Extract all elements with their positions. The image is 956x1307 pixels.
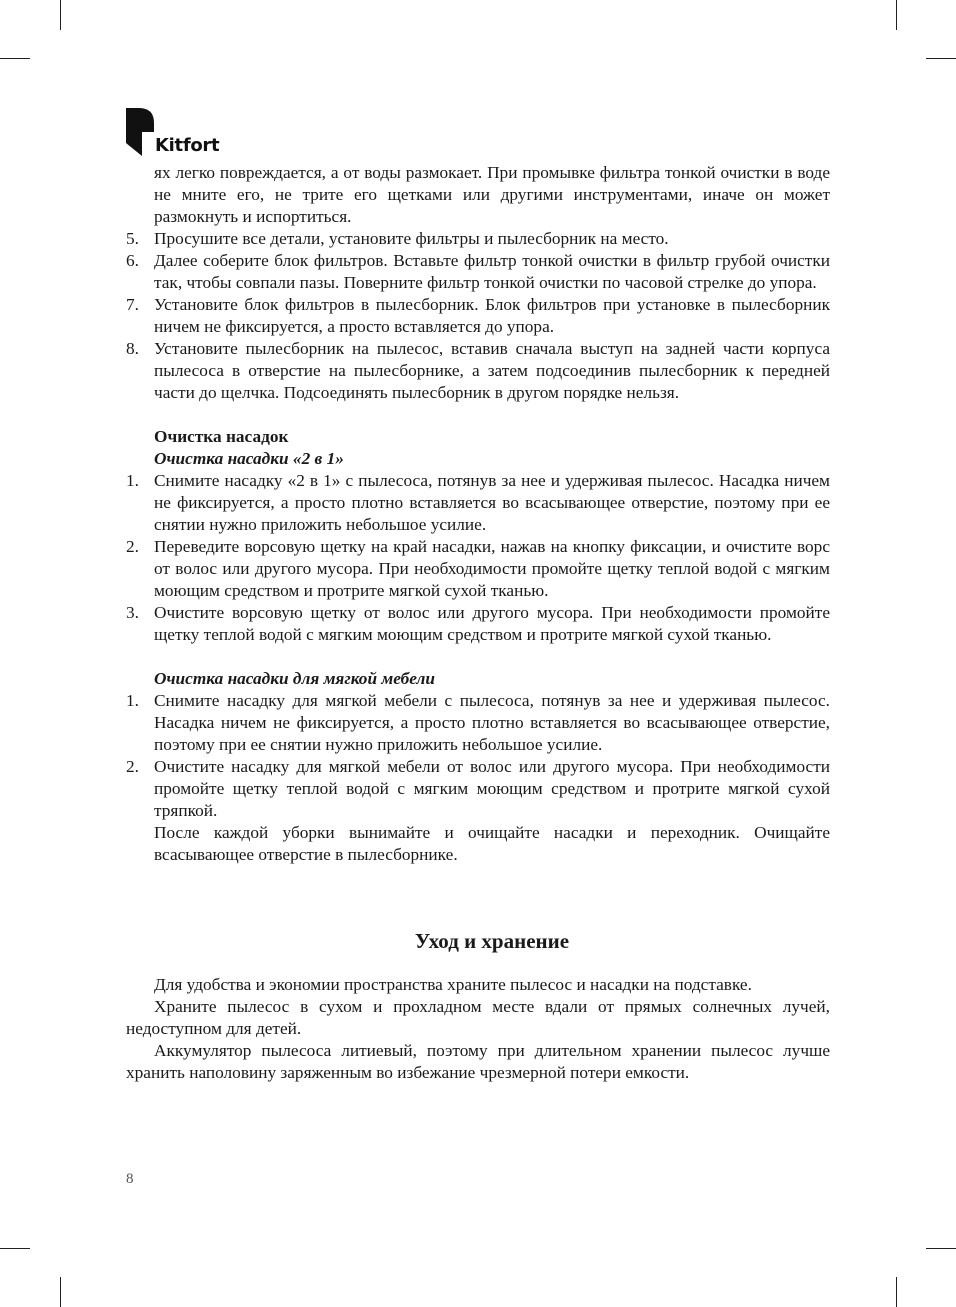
list-number: 3.: [126, 603, 139, 622]
two-in-one-heading: Очистка насадки «2 в 1»: [154, 449, 344, 468]
storage-paragraph: Для удобства и экономии пространства храните пылесос и насадки на подставке.: [154, 975, 752, 994]
crop-mark: [926, 1248, 956, 1249]
crop-mark: [926, 58, 956, 59]
list-text: Просушите все детали, установите фильтры и пылесборник на место.: [154, 229, 669, 248]
kitfort-logo-icon: [126, 108, 154, 156]
list-number: 1.: [126, 691, 139, 710]
list-text: Переведите ворсовую щетку на край насадки, нажав на кнопку фиксации, и очистите ворс от волос или другого мусора. При необходимости промойте щетку теплой водой с мягким моющим средством и протрите мягкой сухой тканью.: [154, 537, 830, 600]
list-text: Очистите насадку для мягкой мебели от волос или другого мусора. При необходимости промойте щетку теплой водой с мягким моющим средством и протрите мягкой сухой тряпкой.: [154, 757, 830, 820]
list-text: Снимите насадку «2 в 1» с пылесоса, потянув за нее и удерживая пылесос. Насадка ничем не фиксируется, а просто плотно вставляется во всасывающее отверстие, поэтому при ее снятии нужно приложить небольшое усилие.: [154, 471, 830, 534]
list-item: [126, 228, 830, 250]
list-text: Установите блок фильтров в пылесборник. Блок фильтров при установке в пылесборник ничем не фиксируется, а просто вставляется до упора.: [154, 295, 830, 336]
list-item: [126, 294, 830, 338]
list-number: 5.: [126, 229, 139, 248]
crop-mark: [896, 0, 897, 30]
upholstery-heading: Очистка насадки для мягкой мебели: [154, 669, 436, 688]
crop-mark: [60, 0, 61, 30]
list-number: 6.: [126, 251, 139, 270]
continuation-paragraph: ях легко повреждается, а от воды размокает. При промывке фильтра тонкой очистки в воде не мните его, не трите его щетками или другими инструментами, иначе он может размокнуть и испортиться.: [154, 163, 830, 226]
list-text: Установите пылесборник на пылесос, вставив сначала выступ на задней части корпуса пылесоса в отверстие на пылесборнике, а затем подсоединив пылесборник к передней части до щелчка. Подсоединять пылесборник в другом порядке нельзя.: [154, 339, 830, 402]
list-item: [126, 250, 830, 294]
crop-mark: [0, 58, 30, 59]
brand-name: Kitfort: [155, 135, 220, 156]
filter-steps-list: [126, 228, 830, 404]
list-text: Очистите ворсовую щетку от волос или другого мусора. При необходимости промойте щетку теплой водой с мягким моющим средством и протрите мягкой сухой тканью.: [154, 603, 830, 644]
upholstery-steps-list: [126, 690, 830, 822]
list-item: [126, 470, 830, 536]
crop-mark: [60, 1277, 61, 1307]
crop-mark: [896, 1277, 897, 1307]
page-content: [126, 162, 830, 1084]
nozzles-heading: Очистка насадок: [154, 427, 289, 446]
storage-paragraph: Храните пылесос в сухом и прохладном месте вдали от прямых солнечных лучей, недоступном для детей.: [126, 997, 830, 1038]
list-item: [126, 536, 830, 602]
list-item: [126, 602, 830, 646]
list-number: 2.: [126, 537, 139, 556]
crop-mark: [0, 1248, 30, 1249]
list-item: [126, 690, 830, 756]
list-number: 8.: [126, 339, 139, 358]
storage-section-title: Уход и хранение: [414, 929, 570, 953]
page-number: 8: [126, 1171, 134, 1187]
list-item: [126, 338, 830, 404]
storage-paragraph: Аккумулятор пылесоса литиевый, поэтому при длительном хранении пылесос лучше хранить наполовину заряженным во избежание чрезмерной потери емкости.: [126, 1041, 830, 1082]
two-in-one-steps-list: [126, 470, 830, 646]
list-number: 2.: [126, 757, 139, 776]
upholstery-note: После каждой уборки вынимайте и очищайте насадки и переходник. Очищайте всасывающее отверстие в пылесборнике.: [154, 823, 830, 864]
list-text: Далее соберите блок фильтров. Вставьте фильтр тонкой очистки в фильтр грубой очистки так, чтобы совпали пазы. Поверните фильтр тонкой очистки по часовой стрелке до упора.: [154, 251, 830, 292]
list-number: 7.: [126, 295, 139, 314]
list-text: Снимите насадку для мягкой мебели с пылесоса, потянув за нее и удерживая пылесос. Насадка ничем не фиксируется, а просто плотно вставляется во всасывающее отверстие, поэтому при ее снятии нужно приложить небольшое усилие.: [154, 691, 830, 754]
list-item: [126, 756, 830, 822]
brand-logo: [126, 108, 226, 158]
list-number: 1.: [126, 471, 139, 490]
